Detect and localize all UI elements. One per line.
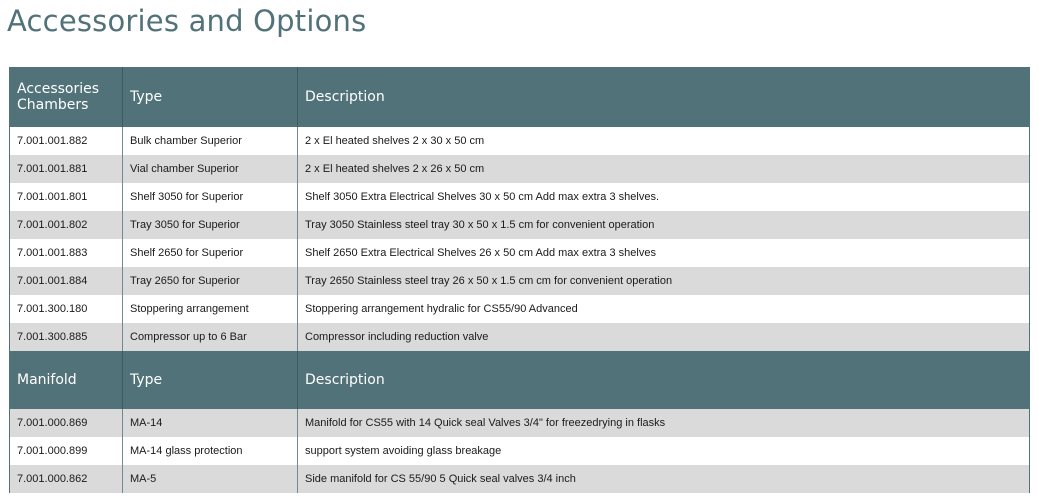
cell-code: 7.001.001.881: [10, 155, 123, 183]
cell-description: support system avoiding glass breakage: [298, 437, 1030, 465]
header-cell-description: Description: [298, 67, 1030, 127]
table-row: [10, 295, 1030, 323]
header-cell-description: Description: [298, 351, 1030, 409]
cell-type: MA-14: [123, 409, 298, 437]
table-row: [10, 409, 1030, 437]
cell-code: 7.001.000.862: [10, 465, 123, 493]
cell-code: 7.001.300.885: [10, 323, 123, 351]
page-title: Accessories and Options: [7, 4, 367, 38]
cell-description: Tray 3050 Stainless steel tray 30 x 50 x 1.5 cm for convenient operation: [298, 211, 1030, 239]
cell-description: Shelf 3050 Extra Electrical Shelves 30 x 50 cm Add max extra 3 shelves.: [298, 183, 1030, 211]
cell-code: 7.001.000.869: [10, 409, 123, 437]
header-cell-category: Accessories Chambers: [10, 67, 123, 127]
header-cell-type: Type: [123, 351, 298, 409]
cell-code: 7.001.001.802: [10, 211, 123, 239]
table-row: [10, 465, 1030, 493]
section-header-manifold: [10, 351, 1030, 409]
cell-code: 7.001.001.883: [10, 239, 123, 267]
cell-type: Compressor up to 6 Bar: [123, 323, 298, 351]
cell-description: Tray 2650 Stainless steel tray 26 x 50 x 1.5 cm cm for convenient operation: [298, 267, 1030, 295]
table-row: [10, 239, 1030, 267]
header-cell-type: Type: [123, 67, 298, 127]
cell-code: 7.001.001.882: [10, 127, 123, 155]
cell-code: 7.001.000.899: [10, 437, 123, 465]
accessories-table: [9, 67, 1030, 493]
header-cell-category: Manifold: [10, 351, 123, 409]
cell-description: Stoppering arrangement hydralic for CS55/90 Advanced: [298, 295, 1030, 323]
cell-type: Shelf 2650 for Superior: [123, 239, 298, 267]
table-row: [10, 323, 1030, 351]
table-row: [10, 267, 1030, 295]
cell-description: Manifold for CS55 with 14 Quick seal Valves 3/4" for freezedrying in flasks: [298, 409, 1030, 437]
cell-type: Vial chamber Superior: [123, 155, 298, 183]
cell-description: Shelf 2650 Extra Electrical Shelves 26 x 50 cm Add max extra 3 shelves: [298, 239, 1030, 267]
cell-type: MA-5: [123, 465, 298, 493]
cell-type: Shelf 3050 for Superior: [123, 183, 298, 211]
cell-description: Compressor including reduction valve: [298, 323, 1030, 351]
section-header-accessories: [10, 67, 1030, 127]
table-row: [10, 155, 1030, 183]
table-row: [10, 183, 1030, 211]
cell-type: MA-14 glass protection: [123, 437, 298, 465]
table-row: [10, 437, 1030, 465]
cell-description: 2 x El heated shelves 2 x 30 x 50 cm: [298, 127, 1030, 155]
cell-code: 7.001.001.884: [10, 267, 123, 295]
table-row: [10, 211, 1030, 239]
cell-type: Tray 2650 for Superior: [123, 267, 298, 295]
table-row: [10, 127, 1030, 155]
cell-type: Stoppering arrangement: [123, 295, 298, 323]
cell-description: 2 x El heated shelves 2 x 26 x 50 cm: [298, 155, 1030, 183]
cell-code: 7.001.001.801: [10, 183, 123, 211]
cell-description: Side manifold for CS 55/90 5 Quick seal valves 3/4 inch: [298, 465, 1030, 493]
cell-type: Tray 3050 for Superior: [123, 211, 298, 239]
cell-code: 7.001.300.180: [10, 295, 123, 323]
cell-type: Bulk chamber Superior: [123, 127, 298, 155]
